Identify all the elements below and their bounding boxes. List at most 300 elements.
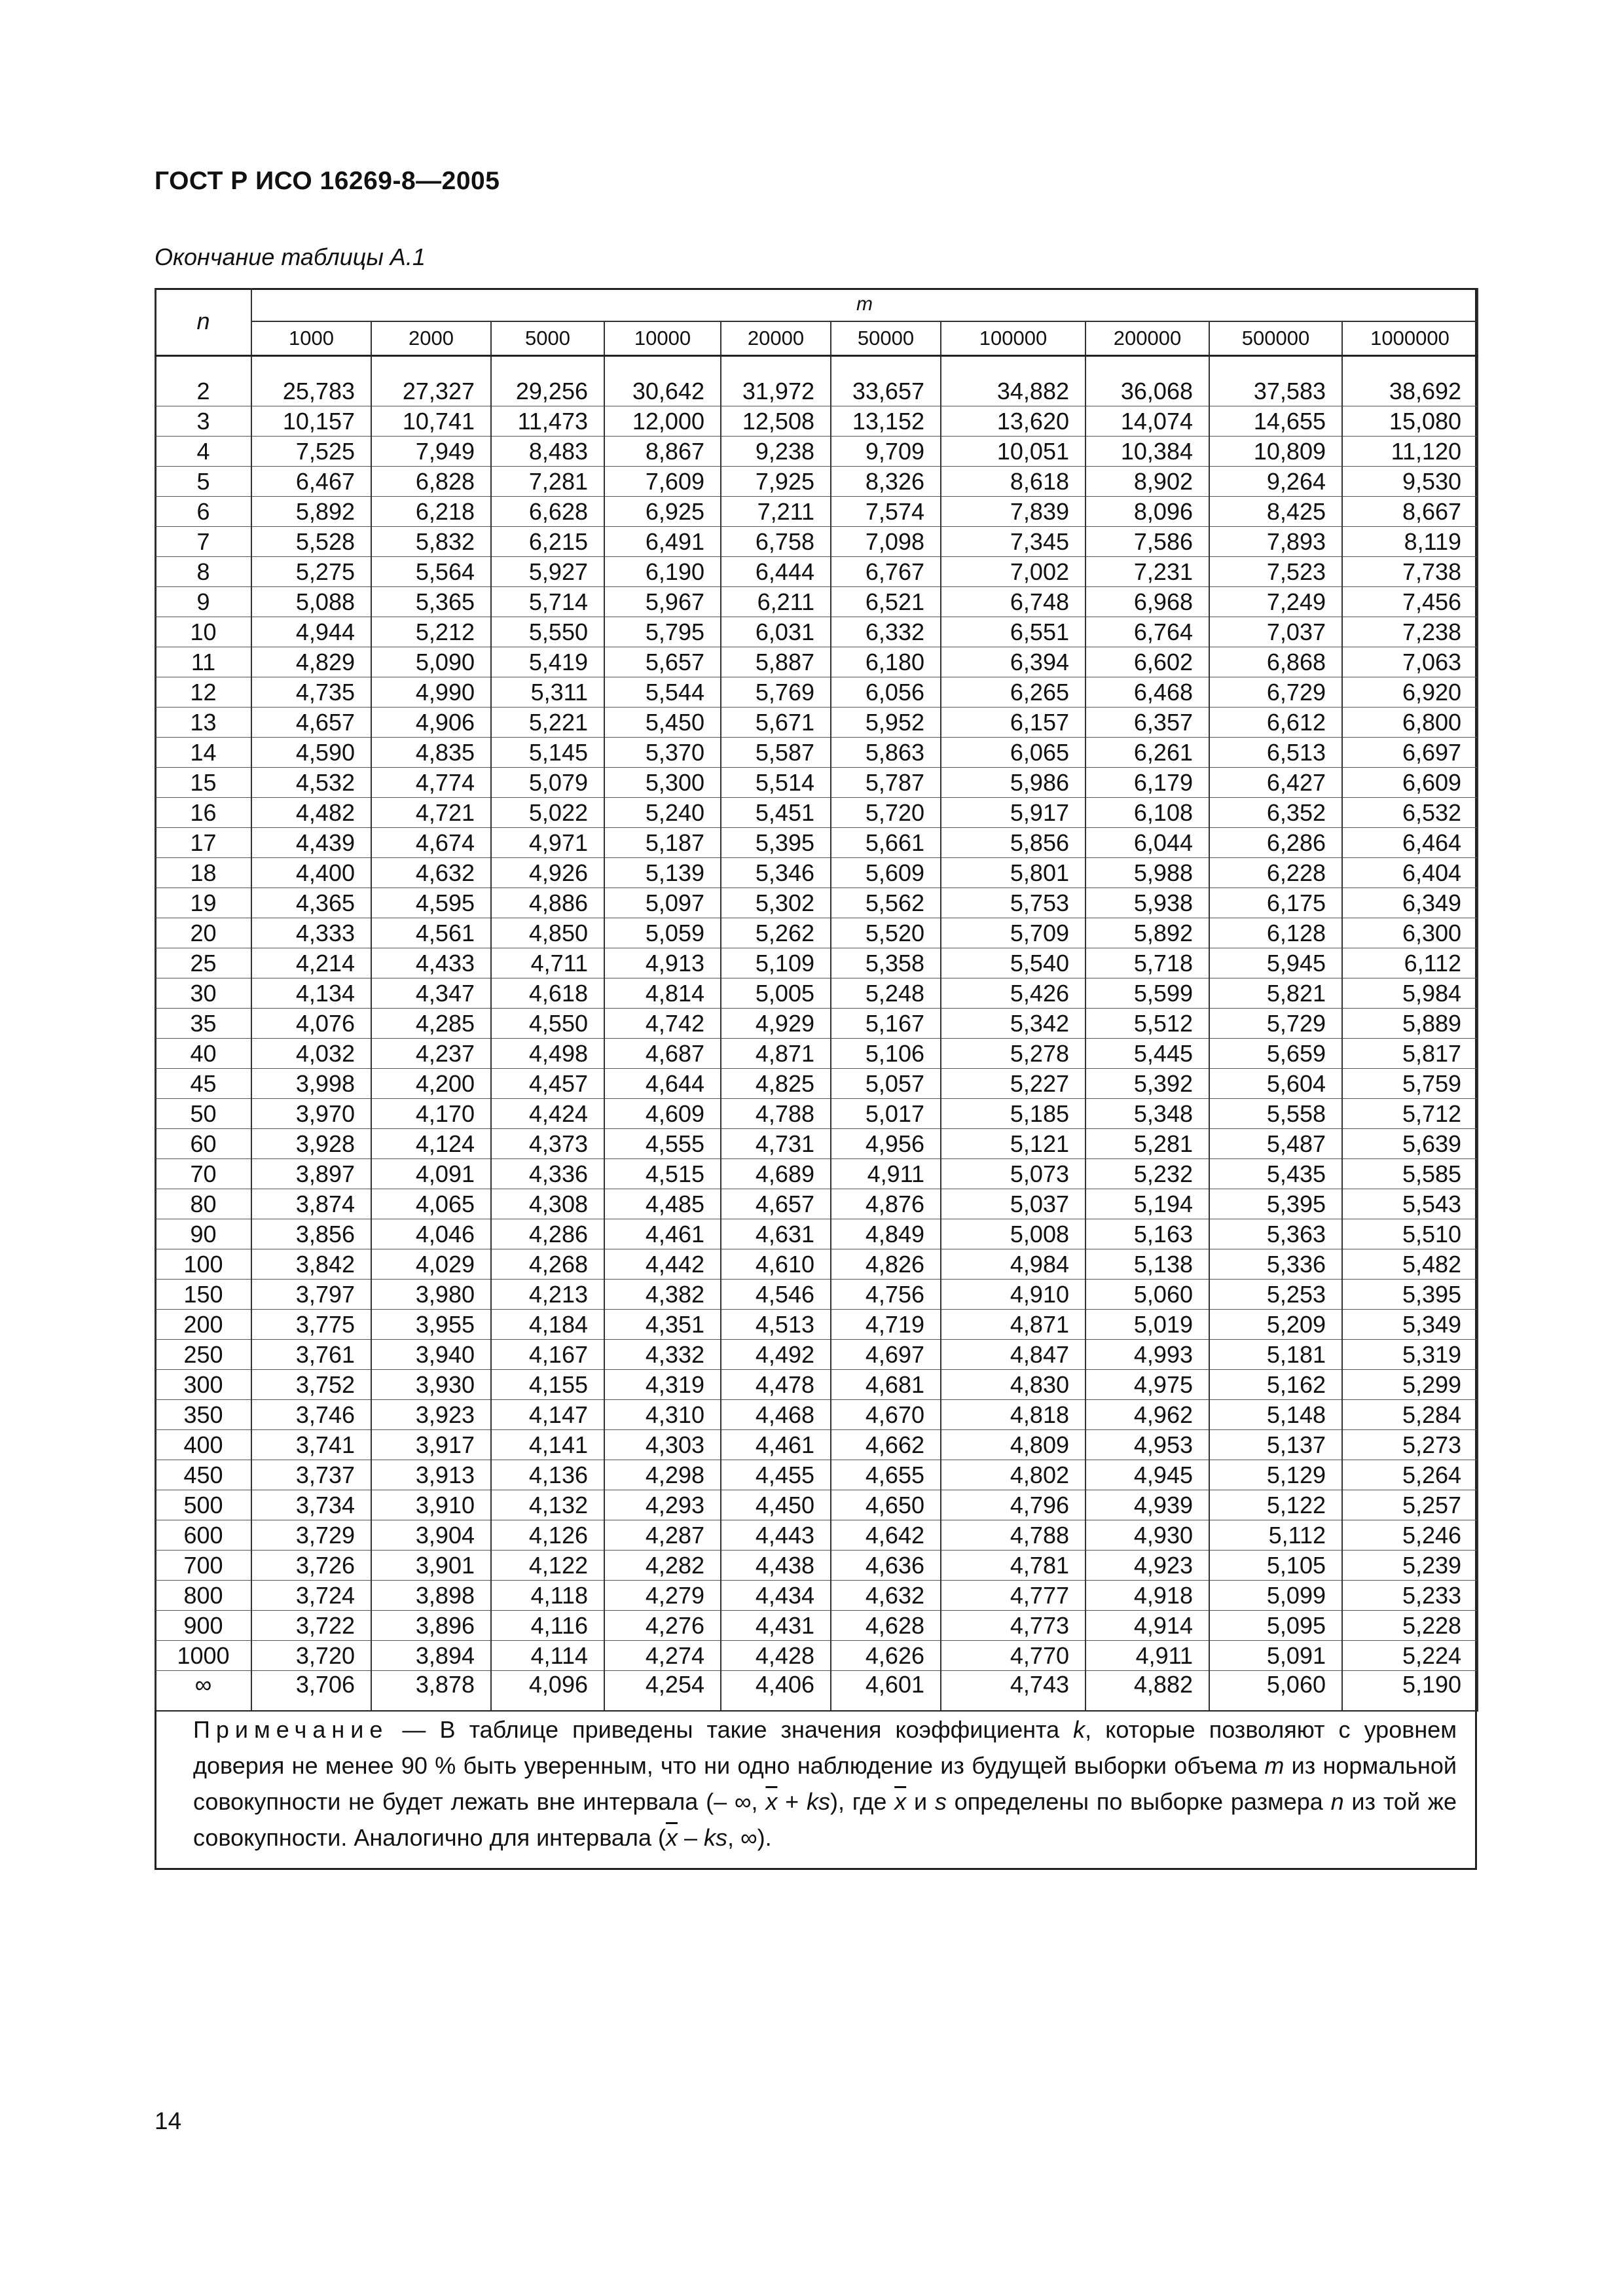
- row-n-cell: 70: [155, 1159, 251, 1189]
- value-cell: 4,122: [491, 1551, 604, 1581]
- table-row: [155, 1340, 1478, 1370]
- table-row: [155, 1611, 1478, 1641]
- value-cell: 5,887: [721, 647, 831, 677]
- table-row: [155, 918, 1478, 948]
- value-cell: 5,540: [941, 948, 1085, 978]
- row-n-cell: 450: [155, 1460, 251, 1490]
- column-header-row: [155, 321, 1478, 356]
- value-cell: 5,181: [1209, 1340, 1342, 1370]
- value-cell: 6,612: [1209, 708, 1342, 738]
- value-cell: 5,817: [1342, 1039, 1478, 1069]
- value-cell: 7,738: [1342, 557, 1478, 587]
- value-cell: 6,748: [941, 587, 1085, 617]
- table-row: [155, 978, 1478, 1009]
- value-cell: 8,326: [831, 467, 941, 497]
- value-cell: 6,352: [1209, 798, 1342, 828]
- table-row: [155, 1581, 1478, 1611]
- row-n-cell: 3: [155, 406, 251, 437]
- value-cell: 3,930: [371, 1370, 491, 1400]
- value-cell: 6,767: [831, 557, 941, 587]
- value-cell: 4,076: [251, 1009, 371, 1039]
- value-cell: 8,867: [604, 437, 721, 467]
- value-cell: 5,185: [941, 1099, 1085, 1129]
- value-cell: 4,697: [831, 1340, 941, 1370]
- value-cell: 4,461: [604, 1219, 721, 1249]
- value-cell: 4,126: [491, 1520, 604, 1551]
- value-cell: 4,442: [604, 1249, 721, 1280]
- row-n-cell: 900: [155, 1611, 251, 1641]
- value-cell: 4,871: [941, 1310, 1085, 1340]
- value-cell: 6,697: [1342, 738, 1478, 768]
- value-cell: 8,618: [941, 467, 1085, 497]
- row-n-cell: 80: [155, 1189, 251, 1219]
- row-n-cell: 350: [155, 1400, 251, 1430]
- value-cell: 5,671: [721, 708, 831, 738]
- value-cell: 4,930: [1085, 1520, 1209, 1551]
- value-cell: 7,231: [1085, 557, 1209, 587]
- value-cell: 5,212: [371, 617, 491, 647]
- table-row: [155, 376, 1478, 406]
- row-n-cell: 200: [155, 1310, 251, 1340]
- value-cell: 6,332: [831, 617, 941, 647]
- value-cell: 4,276: [604, 1611, 721, 1641]
- value-cell: 4,439: [251, 828, 371, 858]
- value-cell: 5,945: [1209, 948, 1342, 978]
- value-cell: 7,281: [491, 467, 604, 497]
- table-row: [155, 708, 1478, 738]
- value-cell: 9,264: [1209, 467, 1342, 497]
- value-cell: 3,894: [371, 1641, 491, 1671]
- value-cell: 3,878: [371, 1671, 491, 1712]
- value-cell: 4,532: [251, 768, 371, 798]
- value-cell: 4,170: [371, 1099, 491, 1129]
- value-cell: 4,285: [371, 1009, 491, 1039]
- row-n-cell: 2: [155, 376, 251, 406]
- value-cell: 6,532: [1342, 798, 1478, 828]
- value-cell: 3,752: [251, 1370, 371, 1400]
- row-n-cell: 16: [155, 798, 251, 828]
- value-cell: 6,286: [1209, 828, 1342, 858]
- table-row: [155, 1280, 1478, 1310]
- value-cell: 4,756: [831, 1280, 941, 1310]
- value-cell: 7,839: [941, 497, 1085, 527]
- value-cell: 4,681: [831, 1370, 941, 1400]
- value-cell: 13,620: [941, 406, 1085, 437]
- value-cell: 4,147: [491, 1400, 604, 1430]
- value-cell: 4,478: [721, 1370, 831, 1400]
- value-cell: 6,394: [941, 647, 1085, 677]
- value-cell: 5,233: [1342, 1581, 1478, 1611]
- value-cell: 6,521: [831, 587, 941, 617]
- table-row: [155, 888, 1478, 918]
- value-cell: 4,876: [831, 1189, 941, 1219]
- value-cell: 5,137: [1209, 1430, 1342, 1460]
- value-cell: 10,384: [1085, 437, 1209, 467]
- value-cell: 7,063: [1342, 647, 1478, 677]
- value-cell: 7,345: [941, 527, 1085, 557]
- row-n-cell: 19: [155, 888, 251, 918]
- column-header: 20000: [721, 321, 831, 356]
- value-cell: 4,091: [371, 1159, 491, 1189]
- value-cell: 6,300: [1342, 918, 1478, 948]
- value-cell: 6,920: [1342, 677, 1478, 708]
- page-number: 14: [155, 2108, 182, 2134]
- value-cell: 7,925: [721, 467, 831, 497]
- value-cell: 4,814: [604, 978, 721, 1009]
- value-cell: 6,157: [941, 708, 1085, 738]
- value-cell: 5,209: [1209, 1310, 1342, 1340]
- value-cell: 5,392: [1085, 1069, 1209, 1099]
- table-row: [155, 1551, 1478, 1581]
- value-cell: 5,022: [491, 798, 604, 828]
- value-cell: 5,099: [1209, 1581, 1342, 1611]
- value-cell: 5,019: [1085, 1310, 1209, 1340]
- value-cell: 5,952: [831, 708, 941, 738]
- value-cell: 4,818: [941, 1400, 1085, 1430]
- value-cell: 4,802: [941, 1460, 1085, 1490]
- row-n-cell: 7: [155, 527, 251, 557]
- value-cell: 4,450: [721, 1490, 831, 1520]
- value-cell: 5,543: [1342, 1189, 1478, 1219]
- value-cell: 4,438: [721, 1551, 831, 1581]
- table-row: [155, 948, 1478, 978]
- value-cell: 4,214: [251, 948, 371, 978]
- value-cell: 4,847: [941, 1340, 1085, 1370]
- header-n: n: [155, 288, 251, 356]
- value-cell: 3,726: [251, 1551, 371, 1581]
- value-cell: 5,787: [831, 768, 941, 798]
- value-cell: 5,342: [941, 1009, 1085, 1039]
- value-cell: 5,435: [1209, 1159, 1342, 1189]
- value-cell: 6,175: [1209, 888, 1342, 918]
- row-n-cell: 20: [155, 918, 251, 948]
- column-header: 500000: [1209, 321, 1342, 356]
- value-cell: 3,896: [371, 1611, 491, 1641]
- value-cell: 5,892: [1085, 918, 1209, 948]
- value-cell: 3,720: [251, 1641, 371, 1671]
- table-row: [155, 738, 1478, 768]
- value-cell: 6,868: [1209, 647, 1342, 677]
- value-cell: 5,856: [941, 828, 1085, 858]
- value-cell: 5,984: [1342, 978, 1478, 1009]
- value-cell: 5,037: [941, 1189, 1085, 1219]
- value-cell: 14,074: [1085, 406, 1209, 437]
- row-n-cell: 40: [155, 1039, 251, 1069]
- value-cell: 5,106: [831, 1039, 941, 1069]
- value-cell: 5,395: [1209, 1189, 1342, 1219]
- value-cell: 37,583: [1209, 376, 1342, 406]
- table-row: [155, 557, 1478, 587]
- value-cell: 4,777: [941, 1581, 1085, 1611]
- value-cell: 5,419: [491, 647, 604, 677]
- value-cell: 4,434: [721, 1581, 831, 1611]
- value-cell: 5,558: [1209, 1099, 1342, 1129]
- value-cell: 7,586: [1085, 527, 1209, 557]
- value-cell: 12,508: [721, 406, 831, 437]
- value-cell: 5,863: [831, 738, 941, 768]
- value-cell: 5,729: [1209, 1009, 1342, 1039]
- value-cell: 12,000: [604, 406, 721, 437]
- value-cell: 6,464: [1342, 828, 1478, 858]
- value-cell: 4,850: [491, 918, 604, 948]
- value-cell: 4,610: [721, 1249, 831, 1280]
- value-cell: 5,336: [1209, 1249, 1342, 1280]
- value-cell: 4,254: [604, 1671, 721, 1712]
- value-cell: 5,550: [491, 617, 604, 647]
- value-cell: 5,112: [1209, 1520, 1342, 1551]
- table-row: [155, 437, 1478, 467]
- row-n-cell: 35: [155, 1009, 251, 1039]
- value-cell: 5,801: [941, 858, 1085, 888]
- value-cell: 3,797: [251, 1280, 371, 1310]
- value-cell: 4,482: [251, 798, 371, 828]
- value-cell: 5,718: [1085, 948, 1209, 978]
- value-cell: 6,179: [1085, 768, 1209, 798]
- value-cell: 5,232: [1085, 1159, 1209, 1189]
- value-cell: 4,046: [371, 1219, 491, 1249]
- value-cell: 8,902: [1085, 467, 1209, 497]
- row-n-cell: 13: [155, 708, 251, 738]
- value-cell: 5,528: [251, 527, 371, 557]
- value-cell: 4,457: [491, 1069, 604, 1099]
- symbol-xbar: $\overline{x}$: [894, 1788, 907, 1815]
- value-cell: 5,073: [941, 1159, 1085, 1189]
- row-n-cell: 100: [155, 1249, 251, 1280]
- value-cell: 6,218: [371, 497, 491, 527]
- value-cell: 3,842: [251, 1249, 371, 1280]
- value-cell: 3,898: [371, 1581, 491, 1611]
- value-cell: 4,336: [491, 1159, 604, 1189]
- symbol-m: m: [1264, 1752, 1285, 1779]
- value-cell: 4,662: [831, 1430, 941, 1460]
- value-cell: 7,949: [371, 437, 491, 467]
- value-cell: 4,136: [491, 1460, 604, 1490]
- value-cell: 4,365: [251, 888, 371, 918]
- value-cell: 4,939: [1085, 1490, 1209, 1520]
- table-body: [155, 376, 1478, 1711]
- table-row: [155, 497, 1478, 527]
- value-cell: 4,882: [1085, 1671, 1209, 1712]
- value-cell: 5,487: [1209, 1129, 1342, 1159]
- value-cell: 5,008: [941, 1219, 1085, 1249]
- value-cell: 8,096: [1085, 497, 1209, 527]
- row-n-cell: 90: [155, 1219, 251, 1249]
- value-cell: 5,365: [371, 587, 491, 617]
- value-cell: 5,264: [1342, 1460, 1478, 1490]
- value-cell: 6,228: [1209, 858, 1342, 888]
- value-cell: 6,828: [371, 467, 491, 497]
- value-cell: 4,796: [941, 1490, 1085, 1520]
- value-cell: 5,088: [251, 587, 371, 617]
- symbol-n: n: [1330, 1788, 1344, 1815]
- value-cell: 5,720: [831, 798, 941, 828]
- value-cell: 5,562: [831, 888, 941, 918]
- table-row: [155, 1069, 1478, 1099]
- value-cell: 3,734: [251, 1490, 371, 1520]
- value-cell: 4,319: [604, 1370, 721, 1400]
- value-cell: 4,618: [491, 978, 604, 1009]
- value-cell: 4,657: [721, 1189, 831, 1219]
- value-cell: 5,057: [831, 1069, 941, 1099]
- value-cell: 4,286: [491, 1219, 604, 1249]
- value-cell: 4,332: [604, 1340, 721, 1370]
- value-cell: 4,268: [491, 1249, 604, 1280]
- row-n-cell: 1000: [155, 1641, 251, 1671]
- value-cell: 4,770: [941, 1641, 1085, 1671]
- value-cell: 9,238: [721, 437, 831, 467]
- value-cell: 10,157: [251, 406, 371, 437]
- row-n-cell: 50: [155, 1099, 251, 1129]
- value-cell: 4,550: [491, 1009, 604, 1039]
- table-caption: Окончание таблицы А.1: [155, 243, 426, 270]
- value-cell: 4,628: [831, 1611, 941, 1641]
- value-cell: 7,249: [1209, 587, 1342, 617]
- column-header: 2000: [371, 321, 491, 356]
- value-cell: 5,228: [1342, 1611, 1478, 1641]
- value-cell: 4,029: [371, 1249, 491, 1280]
- value-cell: 5,512: [1085, 1009, 1209, 1039]
- document-header: ГОСТ Р ИСО 16269-8—2005: [155, 167, 500, 195]
- value-cell: 5,311: [491, 677, 604, 708]
- value-cell: 6,404: [1342, 858, 1478, 888]
- value-cell: 4,461: [721, 1430, 831, 1460]
- value-cell: 5,564: [371, 557, 491, 587]
- value-cell: 4,167: [491, 1340, 604, 1370]
- value-cell: 4,096: [491, 1671, 604, 1712]
- value-cell: 5,190: [1342, 1671, 1478, 1712]
- value-cell: 4,731: [721, 1129, 831, 1159]
- value-cell: 5,445: [1085, 1039, 1209, 1069]
- value-cell: 4,455: [721, 1460, 831, 1490]
- value-cell: 3,746: [251, 1400, 371, 1430]
- value-cell: 7,525: [251, 437, 371, 467]
- value-cell: 4,141: [491, 1430, 604, 1460]
- value-cell: 4,975: [1085, 1370, 1209, 1400]
- value-cell: 6,968: [1085, 587, 1209, 617]
- value-cell: 4,632: [831, 1581, 941, 1611]
- value-cell: 4,118: [491, 1581, 604, 1611]
- value-cell: 4,333: [251, 918, 371, 948]
- table-row: [155, 677, 1478, 708]
- row-n-cell: 700: [155, 1551, 251, 1581]
- value-cell: 5,986: [941, 768, 1085, 798]
- value-cell: 8,483: [491, 437, 604, 467]
- value-cell: 4,400: [251, 858, 371, 888]
- value-cell: 5,395: [721, 828, 831, 858]
- value-cell: 5,060: [1085, 1280, 1209, 1310]
- value-cell: 5,300: [604, 768, 721, 798]
- value-cell: 5,262: [721, 918, 831, 948]
- value-cell: 3,706: [251, 1671, 371, 1712]
- value-cell: 5,889: [1342, 1009, 1478, 1039]
- value-cell: 5,349: [1342, 1310, 1478, 1340]
- value-cell: 4,914: [1085, 1611, 1209, 1641]
- value-cell: 4,835: [371, 738, 491, 768]
- value-cell: 4,626: [831, 1641, 941, 1671]
- value-cell: 4,282: [604, 1551, 721, 1581]
- value-cell: 5,005: [721, 978, 831, 1009]
- value-cell: 6,491: [604, 527, 721, 557]
- column-header: 1000: [251, 321, 371, 356]
- header-gap: [155, 356, 1478, 377]
- table-row: [155, 1159, 1478, 1189]
- value-cell: 5,450: [604, 708, 721, 738]
- value-cell: 4,774: [371, 768, 491, 798]
- value-cell: 27,327: [371, 376, 491, 406]
- value-cell: 5,714: [491, 587, 604, 617]
- table-row: [155, 828, 1478, 858]
- row-n-cell: 12: [155, 677, 251, 708]
- value-cell: 4,773: [941, 1611, 1085, 1641]
- value-cell: 4,065: [371, 1189, 491, 1219]
- value-cell: 4,595: [371, 888, 491, 918]
- value-cell: 5,917: [941, 798, 1085, 828]
- value-cell: 4,849: [831, 1219, 941, 1249]
- value-cell: 5,227: [941, 1069, 1085, 1099]
- value-cell: 5,370: [604, 738, 721, 768]
- value-cell: 6,112: [1342, 948, 1478, 978]
- value-cell: 6,628: [491, 497, 604, 527]
- value-cell: 3,955: [371, 1310, 491, 1340]
- value-cell: 4,237: [371, 1039, 491, 1069]
- value-cell: 4,590: [251, 738, 371, 768]
- value-cell: 4,993: [1085, 1340, 1209, 1370]
- value-cell: 8,425: [1209, 497, 1342, 527]
- table-row: [155, 1460, 1478, 1490]
- value-cell: 4,781: [941, 1551, 1085, 1581]
- value-cell: 5,426: [941, 978, 1085, 1009]
- column-header: 5000: [491, 321, 604, 356]
- value-cell: 7,002: [941, 557, 1085, 587]
- value-cell: 5,585: [1342, 1159, 1478, 1189]
- value-cell: 4,735: [251, 677, 371, 708]
- value-cell: 6,128: [1209, 918, 1342, 948]
- value-cell: 7,098: [831, 527, 941, 557]
- value-cell: 6,729: [1209, 677, 1342, 708]
- value-cell: 6,031: [721, 617, 831, 647]
- value-cell: 5,892: [251, 497, 371, 527]
- value-cell: 6,467: [251, 467, 371, 497]
- value-cell: 4,513: [721, 1310, 831, 1340]
- value-cell: 6,758: [721, 527, 831, 557]
- value-cell: 5,167: [831, 1009, 941, 1039]
- value-cell: 4,788: [721, 1099, 831, 1129]
- value-cell: 5,482: [1342, 1249, 1478, 1280]
- table-row: [155, 1249, 1478, 1280]
- value-cell: 4,631: [721, 1219, 831, 1249]
- table-row: [155, 798, 1478, 828]
- value-cell: 3,970: [251, 1099, 371, 1129]
- value-cell: 4,984: [941, 1249, 1085, 1280]
- table-row: [155, 1641, 1478, 1671]
- table-row: [155, 1400, 1478, 1430]
- value-cell: 4,274: [604, 1641, 721, 1671]
- value-cell: 4,433: [371, 948, 491, 978]
- value-cell: 5,060: [1209, 1671, 1342, 1712]
- values-table: [155, 288, 1478, 1712]
- value-cell: 4,428: [721, 1641, 831, 1671]
- value-cell: 5,091: [1209, 1641, 1342, 1671]
- row-n-cell: 60: [155, 1129, 251, 1159]
- table-row: [155, 1370, 1478, 1400]
- value-cell: 4,953: [1085, 1430, 1209, 1460]
- value-cell: 4,298: [604, 1460, 721, 1490]
- value-cell: 11,120: [1342, 437, 1478, 467]
- row-n-cell: 10: [155, 617, 251, 647]
- value-cell: 6,602: [1085, 647, 1209, 677]
- value-cell: 4,829: [251, 647, 371, 677]
- value-cell: 30,642: [604, 376, 721, 406]
